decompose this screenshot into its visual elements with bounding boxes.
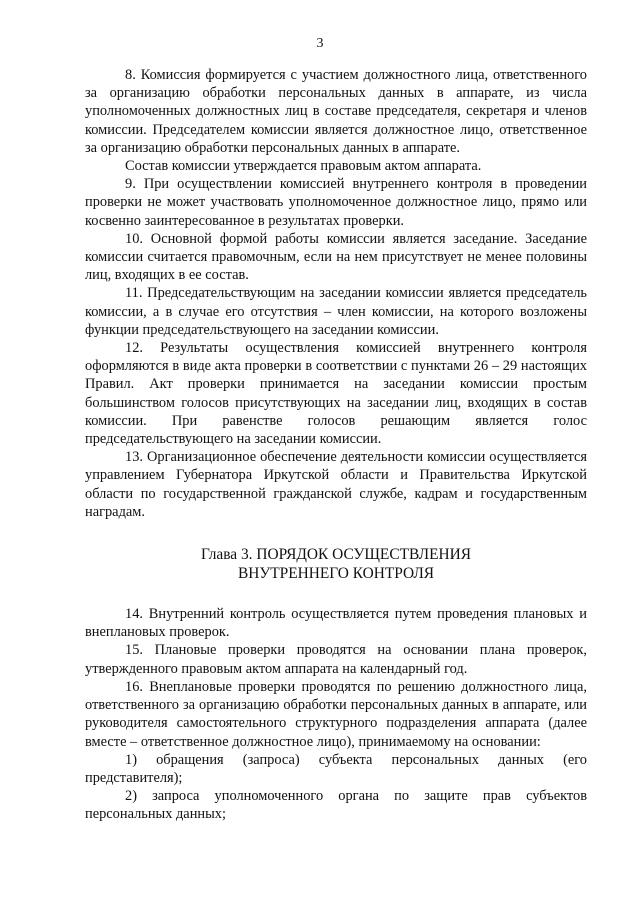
- paragraph-15: 15. Плановые проверки проводятся на основании плана проверок, утвержденного правовым актом аппарата на календарный год.: [85, 642, 587, 677]
- paragraph-12: 12. Результаты осуществления комиссией внутреннего контроля оформляются в виде акта проверки в соответствии с пунктами 26 – 29 настоящих Правил. Акт проверки принимается на заседании комиссии простым большинством голосов присутствующих на заседании лиц, входящих в состав комиссии. При равенстве голосов решающим является голос председательствующего на заседании комиссии.: [85, 340, 587, 448]
- paragraph-11: 11. Председательствующим на заседании комиссии является председатель комиссии, а в случае его отсутствия – член комиссии, на которого возложены функции председательствующего на заседании комиссии.: [85, 285, 587, 338]
- document-body: [85, 66, 587, 824]
- paragraph-16: 16. Внеплановые проверки проводятся по решению должностного лица, ответственного за организацию обработки персональных данных в аппарате, или руководителя самостоятельного структурного подразделения аппарата (далее вместе – ответственное должностное лицо), принимаемому на основании:: [85, 678, 587, 750]
- paragraph-commission-composition: Состав комиссии утверждается правовым актом аппарата.: [125, 158, 482, 175]
- paragraph-9: 9. При осуществлении комиссией внутреннего контроля в проведении проверки не может участвовать уполномоченное должностное лицо, прямо или косвенно заинтересованное в результатах проверки.: [85, 176, 587, 229]
- paragraph-14: 14. Внутренний контроль осуществляется путем проведения плановых и внеплановых проверок.: [85, 606, 587, 641]
- list-item-1: 1) обращения (запроса) субъекта персональных данных (его представителя);: [85, 751, 587, 786]
- list-item-2: 2) запроса уполномоченного органа по защите прав субъектов персональных данных;: [85, 788, 587, 823]
- paragraph-13: 13. Организационное обеспечение деятельности комиссии осуществляется управлением Губернатора Иркутской области и Правительства Иркутской области по государственной гражданской службе, кадрам и государственным наградам.: [85, 449, 587, 520]
- page-number: 3: [316, 36, 324, 51]
- chapter-heading-line-1: Глава 3. ПОРЯДОК ОСУЩЕСТВЛЕНИЯ: [200, 546, 472, 564]
- chapter-heading: [85, 545, 587, 583]
- paragraph-8: 8. Комиссия формируется с участием должностного лица, ответственного за организацию обработки персональных данных в аппарате, из числа уполномоченных должностных лиц в составе председателя, секретаря и членов комиссии. Председателем комиссии является должностное лицо, ответственное за организацию обработки персональных данных в аппарате.: [85, 67, 587, 156]
- chapter-heading-line-2: ВНУТРЕННЕГО КОНТРОЛЯ: [237, 565, 435, 583]
- paragraph-10: 10. Основной формой работы комиссии является заседание. Заседание комиссии считается правомочным, если на нем присутствует не менее половины лиц, входящих в ее состав.: [85, 230, 587, 284]
